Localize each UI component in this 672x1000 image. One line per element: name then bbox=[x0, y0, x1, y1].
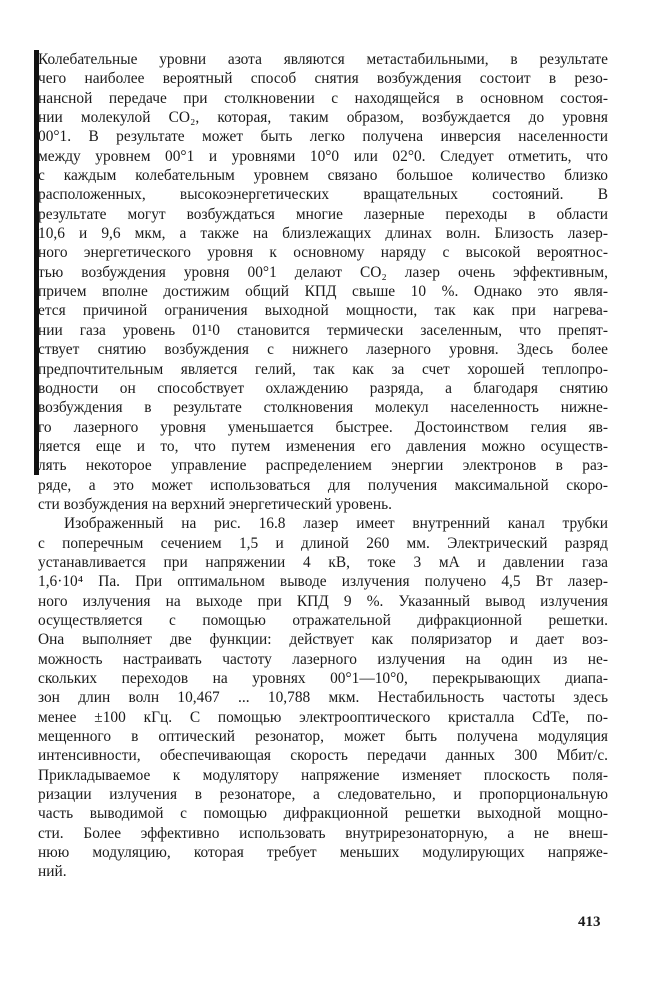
text-line: расположенных, высокоэнергетических вращательных состояний. В bbox=[38, 186, 608, 204]
text-line: между уровнем 00°1 и уровнями 10°0 или 02°0. Следует отметить, что bbox=[38, 147, 608, 165]
text-line: ного энергетического уровня к основному наряду с высокой вероятнос- bbox=[38, 244, 608, 262]
text-line: го лазерного уровня уменьшается быстрее. Достоинством гелия яв- bbox=[38, 418, 608, 436]
text-line: ется причиной ограничения выходной мощности, так как при нагрева- bbox=[38, 302, 608, 320]
text-line: 10,6 и 9,6 мкм, а также на близлежащих длинах волн. Близость лазер- bbox=[38, 225, 608, 243]
text-line: лять некоторое управление распределением энергии электронов в раз- bbox=[38, 457, 608, 475]
text-line: возбуждения в результате столкновения молекул населенность нижне- bbox=[38, 399, 608, 417]
text-line: ного излучения на выходе при КПД 9 %. Указанный вывод излучения bbox=[38, 592, 608, 610]
text-line: тью возбуждения уровня 00°1 делают CO₂ лазер очень эффективным, bbox=[38, 263, 608, 281]
text-line: ляется еще и то, что путем изменения его давления можно осуществ- bbox=[38, 437, 608, 455]
text-line: часть выводимой с помощью дифракционной решетки выходной мощно- bbox=[38, 805, 608, 823]
text-line: с каждым колебательным уровнем связано большое количество близко bbox=[38, 167, 608, 185]
text-line: ряде, а это может использоваться для получения максимальной скоро- bbox=[38, 476, 608, 494]
text-line: можность настраивать частоту лазерного излучения на один из не- bbox=[38, 650, 608, 668]
text-line: нии молекулой CO₂, которая, таким образом, возбуждается до уровня bbox=[38, 109, 608, 127]
text-line: осуществляется с помощью отражательной дифракционной решетки. bbox=[38, 611, 608, 629]
text-line: причем вполне достижим общий КПД свыше 10 %. Однако это явля- bbox=[38, 283, 608, 301]
text-line: зон длин волн 10,467 ... 10,788 мкм. Нестабильность частоты здесь bbox=[38, 689, 608, 707]
text-line: интенсивности, обеспечивающая скорость передачи данных 300 Мбит/с. bbox=[38, 747, 608, 765]
text-line: Прикладываемое к модулятору напряжение изменяет плоскость поля- bbox=[38, 766, 608, 784]
text-line: с поперечным сечением 1,5 и длиной 260 мм. Электрический разряд bbox=[38, 534, 608, 552]
text-line: скольких переходов на уровнях 00°1—10°0, перекрывающих диапа- bbox=[38, 670, 608, 687]
text-line: сти. Более эффективно использовать внутрирезонаторную, а не внеш- bbox=[38, 824, 608, 842]
paragraph-2 bbox=[38, 514, 608, 882]
text-line: Она выполняет две функции: действует как поляризатор и дает воз- bbox=[38, 631, 608, 649]
text-line: результате могут возбуждаться многие лазерные переходы в области bbox=[38, 205, 608, 223]
text-line: нансной передаче при столкновении с находящейся в основном состоя- bbox=[38, 89, 608, 107]
text-line: 00°1. В результате может быть легко получена инверсия населенности bbox=[38, 128, 608, 146]
text-line: нии газа уровень 01¹0 становится термически заселенным, что препят- bbox=[38, 321, 608, 339]
text-line: мещенного в оптический резонатор, может быть получена модуляция bbox=[38, 728, 608, 746]
page-number: 413 bbox=[578, 914, 601, 930]
text-line: ствует снятию возбуждения с нижнего лазерного уровня. Здесь более bbox=[38, 341, 608, 359]
text-line: сти возбуждения на верхний энергетический уровень. bbox=[38, 495, 392, 513]
text-line: Колебательные уровни азота являются метастабильными, в результате bbox=[38, 51, 608, 68]
text-line: ний. bbox=[38, 863, 67, 881]
text-line: ризации излучения в резонаторе, а следовательно, и пропорциональную bbox=[38, 786, 608, 804]
paragraph-1 bbox=[38, 50, 608, 514]
text-line: предпочтительным является гелий, так как за счет хорошей теплопро- bbox=[38, 360, 608, 378]
body-text bbox=[38, 50, 608, 882]
text-line: чего наиболее вероятный способ снятия возбуждения состоит в резо- bbox=[38, 70, 608, 88]
text-line: менее ±100 кГц. С помощью электрооптического кристалла CdTe, по- bbox=[38, 708, 608, 726]
text-line: устанавливается при напряжении 4 кВ, токе 3 мА и давлении газа bbox=[38, 553, 608, 571]
text-line: нюю модуляцию, которая требует меньших модулирующих напряже- bbox=[38, 844, 608, 862]
text-line: 1,6·10⁴ Па. При оптимальном выводе излучения получено 4,5 Вт лазер- bbox=[38, 573, 608, 591]
text-line: водности он способствует охлаждению разряда, а благодаря снятию bbox=[38, 379, 608, 397]
text-line: Изображенный на рис. 16.8 лазер имеет внутренний канал трубки bbox=[64, 515, 608, 533]
